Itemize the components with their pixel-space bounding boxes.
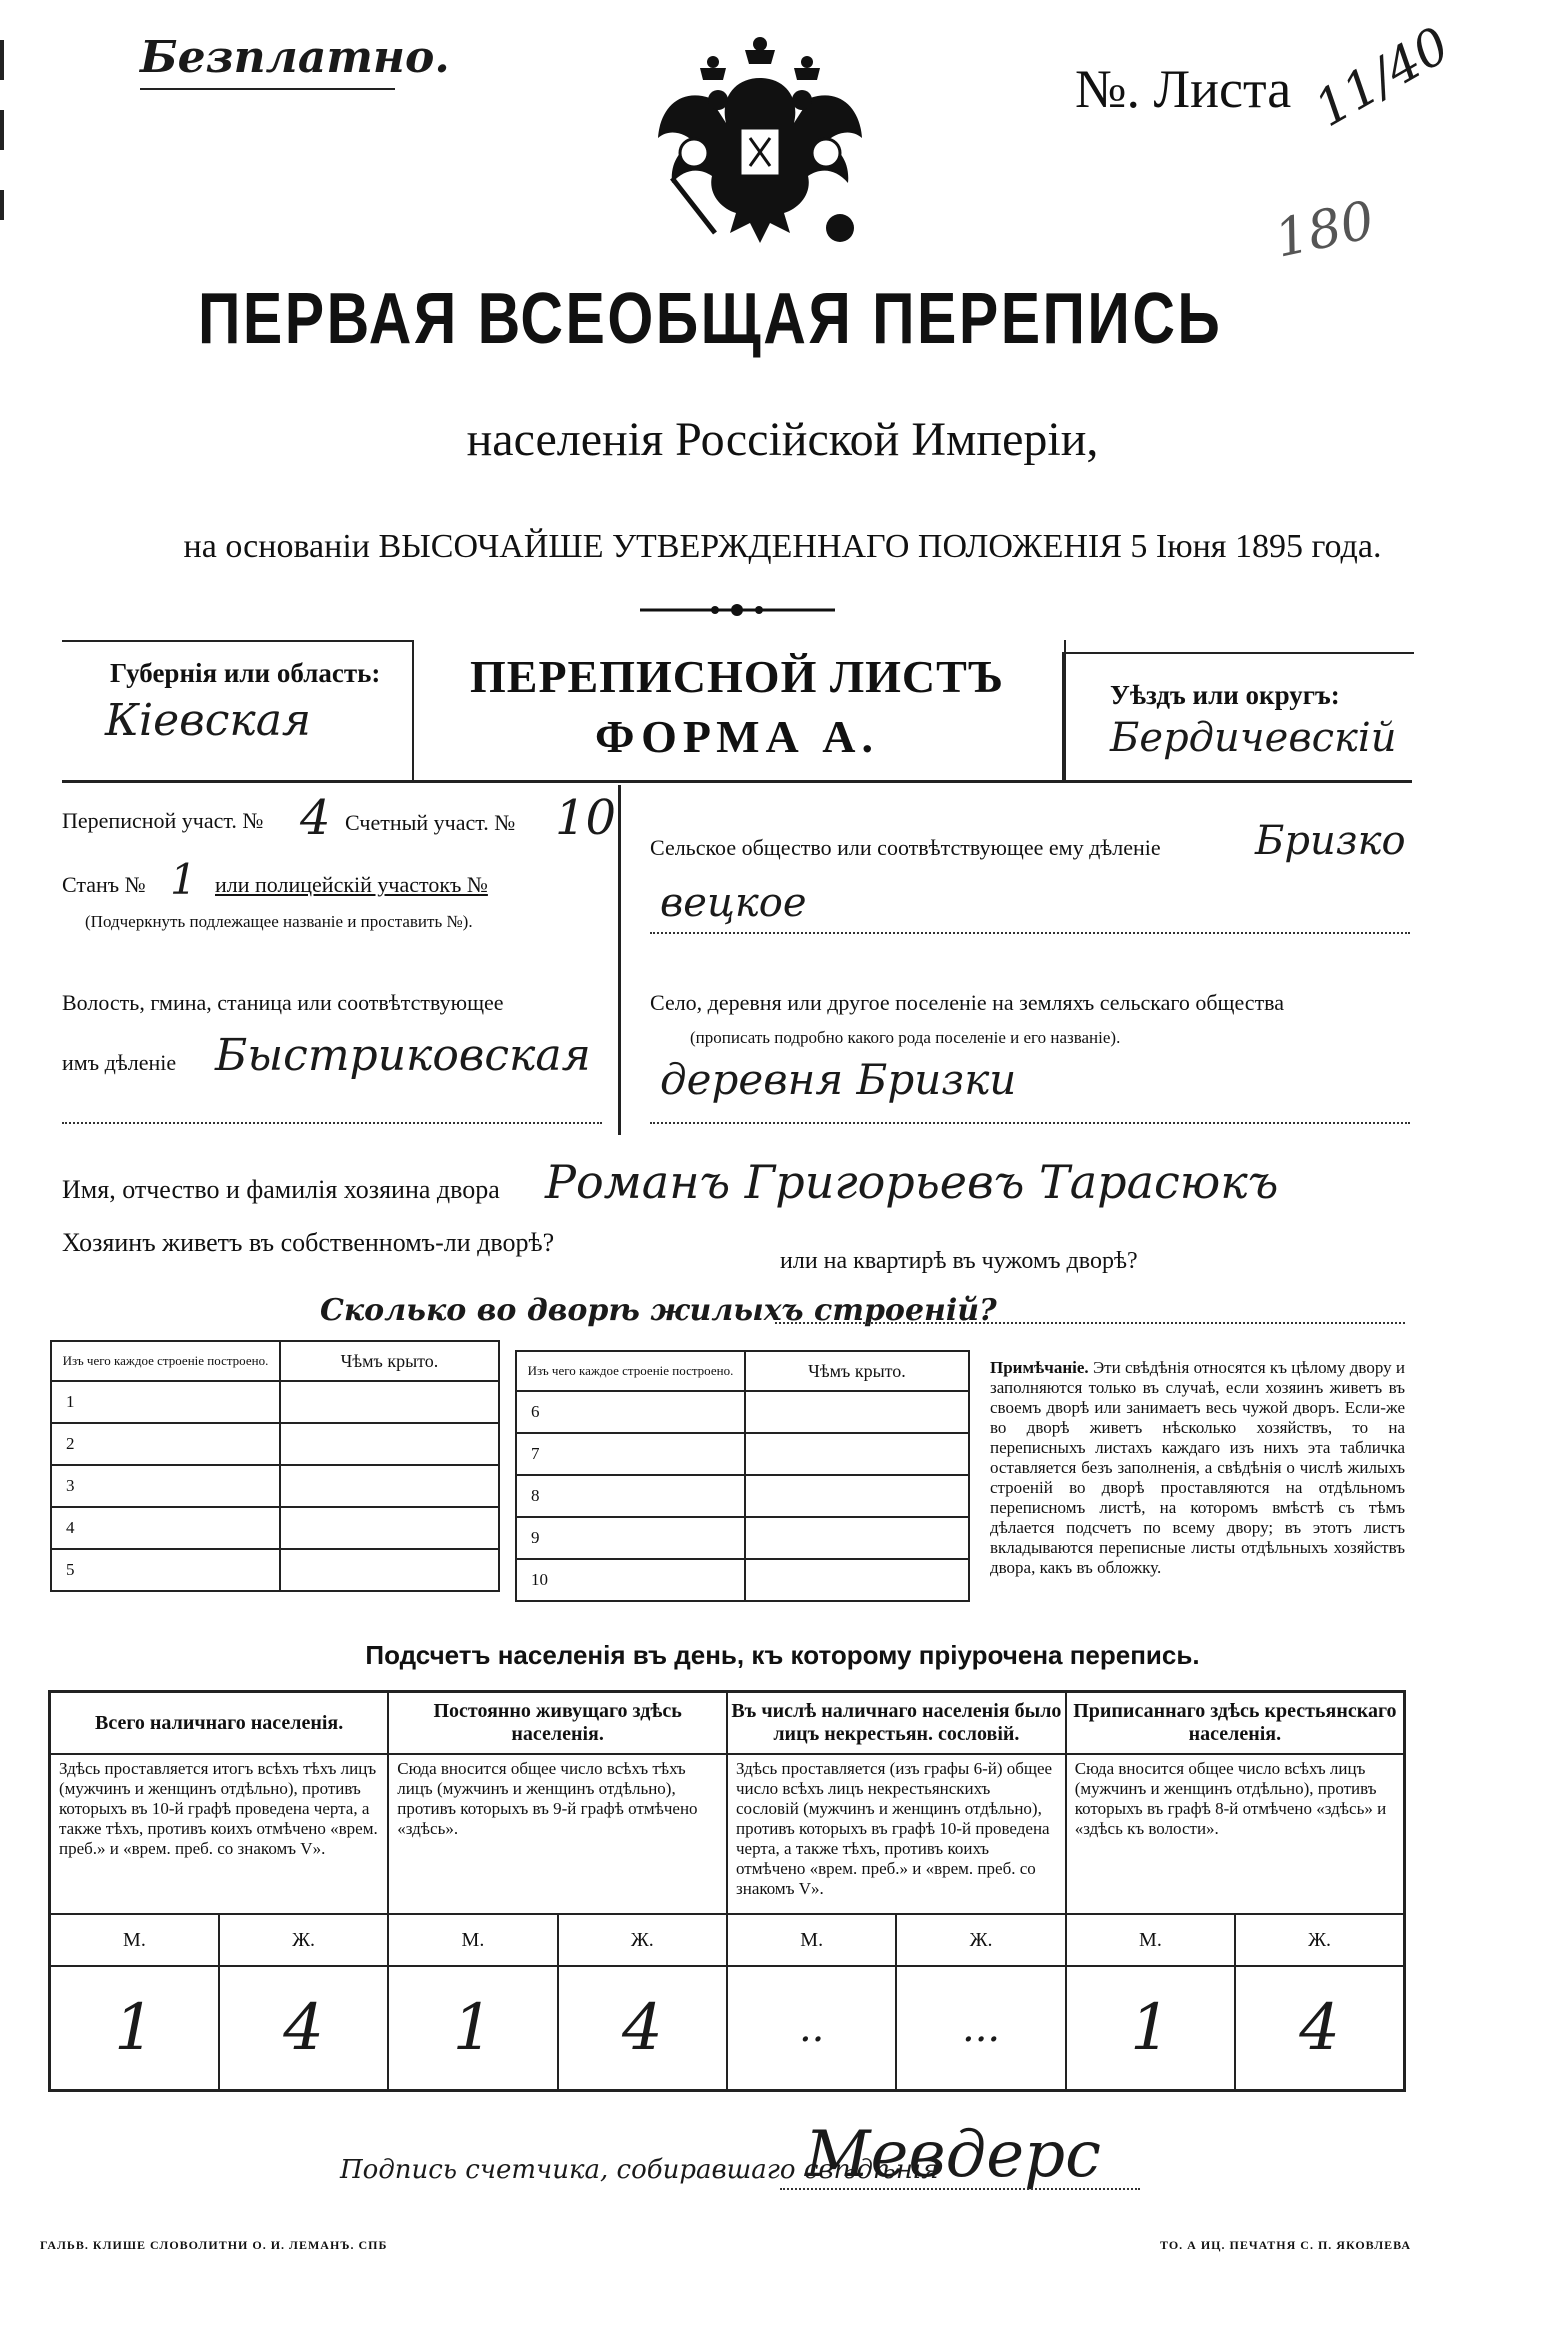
village-line <box>650 1122 1410 1124</box>
coat-of-arms <box>640 28 880 268</box>
society-value-line-2: вецкое <box>660 880 807 926</box>
male-label: М. <box>388 1914 557 1966</box>
building-row-number: 1 <box>51 1381 280 1423</box>
stan-value: 1 <box>170 855 197 904</box>
scan-edge-mark <box>0 110 4 150</box>
village-note: (прописать подробно какого рода поселеніе и его названіе). <box>690 1028 1121 1047</box>
col-roof-header: Чѣмъ крыто. <box>745 1351 969 1391</box>
building-row-number: 5 <box>51 1549 280 1591</box>
male-count: 1 <box>388 1966 557 2091</box>
census-section-label: Переписной участ. № <box>62 808 264 833</box>
population-col-desc: Сюда вносится общее число всѣхъ тѣхъ лицъ (мужчинъ и женщинъ отдѣльно), противъ которыхъ въ 9-й графѣ отмѣчено «здѣсь». <box>388 1754 727 1914</box>
legal-basis: на основаніи ВЫСОЧАЙШЕ УТВЕРЖДЕННАГО ПОЛОЖЕНІЯ 5 Іюня 1895 года. <box>183 528 1382 565</box>
owner-name-label: Имя, отчество и фамилія хозяина двора <box>62 1175 500 1204</box>
uezd-value: Бердичевскій <box>1110 715 1397 761</box>
population-col-desc: Сюда вносится общее число всѣхъ лицъ (мужчинъ и женщинъ отдѣльно), противъ которыхъ въ графѣ 8-й отмѣчено «здѣсь» и «здѣсь къ волости». <box>1066 1754 1405 1914</box>
male-count: 1 <box>1066 1966 1235 2091</box>
col-material-header: Изъ чего каждое строеніе построено. <box>516 1351 745 1391</box>
ornament-divider <box>640 603 835 617</box>
building-row-number: 2 <box>51 1423 280 1465</box>
volost-blank-line <box>62 1122 602 1124</box>
form-title: ПЕРЕПИСНОЙ ЛИСТЪ <box>469 651 1005 702</box>
female-count: 4 <box>1235 1966 1404 2091</box>
count-section-label: Счетный участ. № <box>345 810 516 835</box>
signature-line <box>780 2188 1140 2190</box>
uezd-label: Уѣздъ или округъ: <box>1110 680 1340 710</box>
signature-label: Подпись счетчика, собиравшаго свѣдѣнія <box>340 2155 939 2185</box>
building-row-number: 4 <box>51 1507 280 1549</box>
society-label: Сельское общество или соотвѣтствующее ему дѣленіе <box>650 835 1161 860</box>
volost-label-line-2: имъ дѣленіе <box>62 1050 177 1075</box>
archive-stamp-number: 180 <box>1269 190 1380 270</box>
roof-cell <box>280 1423 499 1465</box>
own-yard-label: Хозяинъ живетъ въ собственномъ-ли дворѣ? <box>62 1228 555 1257</box>
fields-divider <box>618 785 621 1135</box>
col-material-header: Изъ чего каждое строеніе построено. <box>51 1341 280 1381</box>
population-table <box>48 1690 1406 2092</box>
enumerator-signature: Мевдерс <box>805 2118 1101 2192</box>
rent-label: или на квартирѣ въ чужомъ дворѣ? <box>780 1248 1138 1274</box>
female-count: 4 <box>558 1966 727 2091</box>
col-roof-header: Чѣмъ крыто. <box>280 1341 499 1381</box>
village-value: деревня Бризки <box>660 1055 1017 1104</box>
female-count: 4 <box>219 1966 388 2091</box>
building-row-number: 10 <box>516 1559 745 1601</box>
building-row-number: 8 <box>516 1475 745 1517</box>
roof-cell <box>745 1433 969 1475</box>
owner-name-value: Романъ Григорьевъ Тарасюкъ <box>545 1155 1279 1209</box>
roof-cell <box>280 1465 499 1507</box>
roof-cell <box>745 1559 969 1601</box>
population-col-desc: Здѣсь проставляется итогъ всѣхъ тѣхъ лицъ (мужчинъ и женщинъ отдѣльно), противъ которыхъ въ 10-й графѣ проведена черта, а также тѣхъ, противъ коихъ отмѣчено «врем. преб.» и «врем. преб. со знакомъ V». <box>50 1754 389 1914</box>
count-section-value: 10 <box>555 790 617 846</box>
building-row-number: 3 <box>51 1465 280 1507</box>
female-label: Ж. <box>219 1914 388 1966</box>
volost-value: Быстриковская <box>215 1030 591 1081</box>
buildings-question: Сколько во дворѣ жилыхъ строеній? <box>320 1293 997 1328</box>
note-block <box>990 1358 1405 1578</box>
female-label: Ж. <box>558 1914 727 1966</box>
male-count: .. <box>727 1966 896 2091</box>
stan-label: Станъ № <box>62 872 146 897</box>
buildings-table-left <box>50 1340 500 1592</box>
main-title: ПЕРВАЯ ВСЕОБЩАЯ ПЕРЕПИСЬ <box>198 279 1223 359</box>
female-label: Ж. <box>1235 1914 1404 1966</box>
roof-cell <box>745 1517 969 1559</box>
population-title: Подсчетъ населенія въ день, къ которому пріурочена перепись. <box>365 1640 1200 1670</box>
village-label: Село, деревня или другое поселеніе на земляхъ сельскаго общества <box>650 990 1285 1015</box>
free-label: Безплатно. <box>140 32 450 83</box>
form-subtitle: ФОРМА А. <box>595 711 879 762</box>
female-count: ... <box>896 1966 1065 2091</box>
building-row-number: 9 <box>516 1517 745 1559</box>
building-row-number: 6 <box>516 1391 745 1433</box>
male-count: 1 <box>50 1966 219 2091</box>
population-col-header: Всего наличнаго населенія. <box>50 1692 389 1755</box>
sheet-number-value: 11/40 <box>1305 15 1459 139</box>
population-col-header: Постоянно живущаго здѣсь населенія. <box>388 1692 727 1755</box>
printer-mark-left: ГАЛЬВ. КЛИШЕ СЛОВОЛИТНИ О. И. ЛЕМАНЪ. СПБ <box>40 2238 388 2252</box>
roof-cell <box>280 1549 499 1591</box>
police-section-label: или полицейскій участокъ № <box>215 872 488 897</box>
double-headed-eagle-icon <box>640 28 880 268</box>
building-row-number: 7 <box>516 1433 745 1475</box>
gubernia-label: Губернія или область: <box>110 658 381 688</box>
stan-note: (Подчеркнуть подлежащее названіе и проставить №). <box>85 912 473 931</box>
note-text: Эти свѣдѣнія относятся къ цѣлому двору и заполняются только въ случаѣ, если хозяинъ живетъ въ своемъ дворѣ или занимаетъ весь чужой дворъ. Если-же во дворѣ живетъ нѣсколько хозяйствъ, то на переписныхъ листахъ каждаго изъ нихъ эта табличка оставляется безъ заполненія, а свѣдѣнія о числѣ жилыхъ строеній во дворѣ проставляются на отдѣльномъ переписномъ листѣ, на которомъ вмѣстѣ съ тѣмъ дѣлается подсчетъ по всему двору; въ этотъ листъ вкладываются переписные листы отдѣльныхъ хозяйствъ двора, какъ въ обложку. <box>990 1358 1405 1577</box>
printer-mark-right: ТО. А ИЦ. ПЕЧАТНЯ С. П. ЯКОВЛЕВА <box>1160 2238 1412 2252</box>
society-line <box>650 932 1410 934</box>
roof-cell <box>745 1475 969 1517</box>
population-col-header: Въ числѣ наличнаго населенія было лицъ некрестьян. сословій. <box>727 1692 1066 1755</box>
free-label-underline <box>140 88 395 90</box>
buildings-answer-line <box>775 1322 1405 1324</box>
roof-cell <box>280 1507 499 1549</box>
population-col-header: Приписаннаго здѣсь крестьянскаго населенія. <box>1066 1692 1405 1755</box>
gubernia-value: Кіевская <box>105 695 312 746</box>
buildings-table-right <box>515 1350 970 1602</box>
subtitle: населенія Россійской Имперіи, <box>466 413 1099 466</box>
female-label: Ж. <box>896 1914 1065 1966</box>
society-value-line-1: Бризко <box>1255 818 1406 864</box>
roof-cell <box>745 1391 969 1433</box>
volost-label-line-1: Волость, гмина, станица или соотвѣтствующее <box>62 990 504 1015</box>
census-section-value: 4 <box>300 790 331 846</box>
population-col-desc: Здѣсь проставляется (изъ графы 6-й) общее число всѣхъ лицъ некрестьянскихъ сословій (мужчинъ и женщинъ отдѣльно), противъ которыхъ въ графѣ 10-й проведена черта, а также тѣхъ, противъ коихъ отмѣчено «врем. преб.» и «врем. преб. со знакомъ V». <box>727 1754 1066 1914</box>
sheet-number-label: №. Листа <box>1075 59 1292 119</box>
note-title: Примѣчаніе. <box>990 1358 1089 1377</box>
scan-edge-mark <box>0 40 4 80</box>
male-label: М. <box>1066 1914 1235 1966</box>
male-label: М. <box>50 1914 219 1966</box>
male-label: М. <box>727 1914 896 1966</box>
scan-edge-mark <box>0 190 4 220</box>
roof-cell <box>280 1381 499 1423</box>
